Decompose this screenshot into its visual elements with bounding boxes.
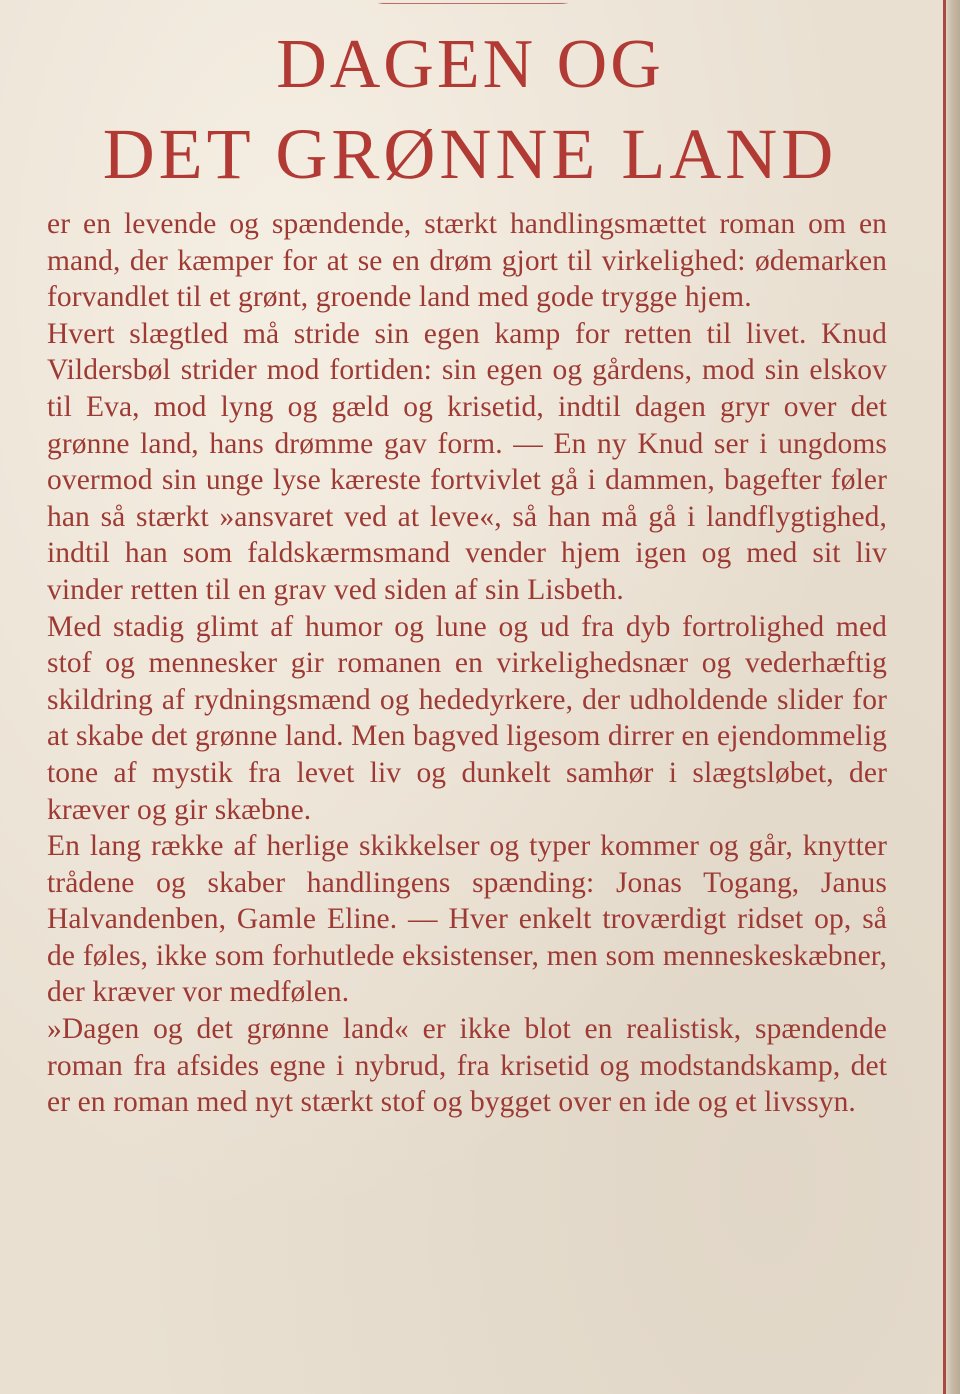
paragraph-humor: Med stadig glimt af humor og lune og ud fra dyb fortrolighed med stof og mennesker gir romanen en virkelighedsnær og vederhæftig skildring af rydningsmænd og hededyrkere, der udholdende slider for at skabe det grønne land. Men bagved ligesom dirrer en ejendommelig tone af mystik fra levet liv og dunkelt samhør i slægtsløbet, der kræver og gir skæbne. (47, 610, 887, 826)
cropped-heading-remnant (378, 0, 568, 4)
page-edge (946, 0, 960, 1394)
title-line-2: DET GRØNNE LAND (102, 114, 838, 194)
body-text (47, 206, 887, 1121)
paragraph-conclusion: »Dagen og det grønne land« er ikke blot en realistisk, spændende roman fra afsides egne i nybrud, fra krisetid og modstandskamp, det er en roman med nyt stærkt stof og bygget over en ide og et livssyn. (47, 1013, 887, 1119)
paragraph-intro: er en levende og spændende, stærkt handlingsmættet roman om en mand, der kæmper for at se en drøm gjort til virkelighed: ødemarken forvandlet til et grønt, groende land med gode trygge hjem. (47, 208, 887, 314)
title-line-1: DAGEN OG (276, 26, 664, 103)
paragraph-characters: En lang række af herlige skikkelser og typer kommer og går, knytter trådene og skaber handlingens spænding: Jonas Togang, Janus Halvandenben, Gamle Eline. — Hver enkelt troværdigt ridset op, så de føles, ikke som forhutlede eksistenser, men som menneskeskæbner, der kræver vor medfølen. (47, 830, 887, 1009)
paragraph-generations: Hvert slægtled må stride sin egen kamp for retten til livet. Knud Vildersbøl strider mod fortiden: sin egen og gårdens, mod sin elskov til Eva, mod lyng og gæld og krisetid, indtil dagen gryr over det grønne land, hans drømme gav form. — En ny Knud ser i ungdoms overmod sin unge lyse kæreste fortvivlet gå i dammen, bagefter føler han så stærkt »ansvaret ved at leve«, så han må gå i landflygtighed, indtil han som faldskærmsmand vender hjem igen og med sit liv vinder retten til en grav ved siden af sin Lisbeth. (47, 317, 887, 606)
